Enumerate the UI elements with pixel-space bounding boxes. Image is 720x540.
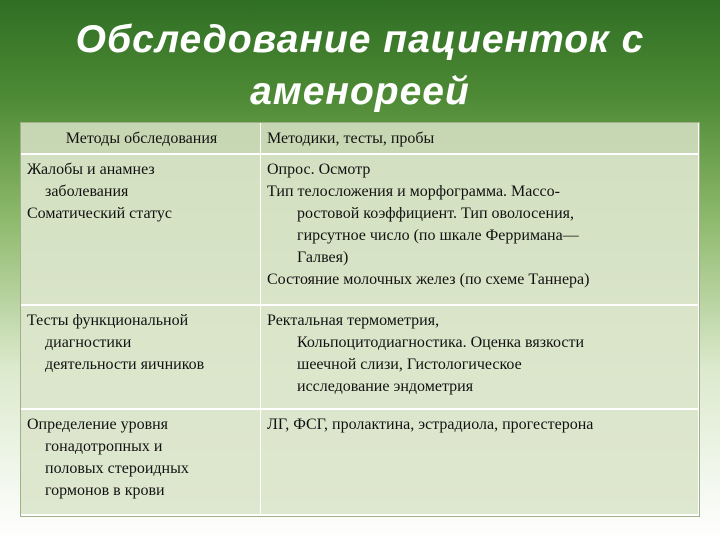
- row-1-tests-line: Галвея): [297, 249, 349, 266]
- header-tests: Методики, тесты, пробы: [261, 123, 699, 155]
- row-1-tests-line: Тип телосложения и морфограмма. Массо-: [267, 183, 560, 200]
- row-1-tests-line: Опрос. Осмотр: [267, 161, 371, 178]
- title-line-1: Обследование пациенток с: [75, 18, 645, 61]
- row-3-tests: [261, 410, 699, 516]
- row-1-method: [21, 155, 261, 306]
- row-3-tests-line: ЛГ, ФСГ, пролактина, эстрадиола, прогестерона: [267, 416, 594, 433]
- row-1-tests: [261, 155, 699, 306]
- row-3-method-line: гонадотропных и: [45, 438, 163, 455]
- row-2-method-line: деятельности яичников: [45, 356, 205, 373]
- row-2-tests-line: исследование эндометрия: [297, 378, 474, 395]
- header-methods: Методы обследования: [21, 123, 261, 155]
- row-1-method-line: Соматический статус: [27, 205, 173, 222]
- row-1-method-line: Жалобы и анамнез: [27, 161, 155, 178]
- page-title: [0, 14, 720, 118]
- row-3-method-line: Определение уровня: [27, 416, 169, 433]
- row-1-method-line: заболевания: [45, 183, 129, 200]
- row-3-method-line: половых стероидных: [45, 460, 189, 477]
- title-line-2: аменореей: [250, 70, 470, 113]
- row-3-method-line: гормонов в крови: [45, 482, 165, 499]
- row-3-method: [21, 410, 261, 516]
- row-2-tests: [261, 306, 699, 410]
- row-2-tests-line: шеечной слизи, Гистологическое: [297, 356, 522, 373]
- row-2-tests-line: Кольпоцитодиагностика. Оценка вязкости: [297, 334, 585, 351]
- row-2-tests-line: Ректальная термометрия,: [267, 312, 440, 329]
- row-2-method-line: диагностики: [45, 334, 132, 351]
- examination-table: [20, 122, 700, 517]
- row-1-tests-line: ростовой коэффициент. Тип оволосения,: [297, 205, 574, 222]
- row-2-method: [21, 306, 261, 410]
- row-1-tests-line: Состояние молочных желез (по схеме Таннера): [267, 271, 590, 288]
- row-1-tests-line: гирсутное число (по шкале Ферримана—: [297, 227, 579, 244]
- row-2-method-line: Тесты функциональной: [27, 312, 189, 329]
